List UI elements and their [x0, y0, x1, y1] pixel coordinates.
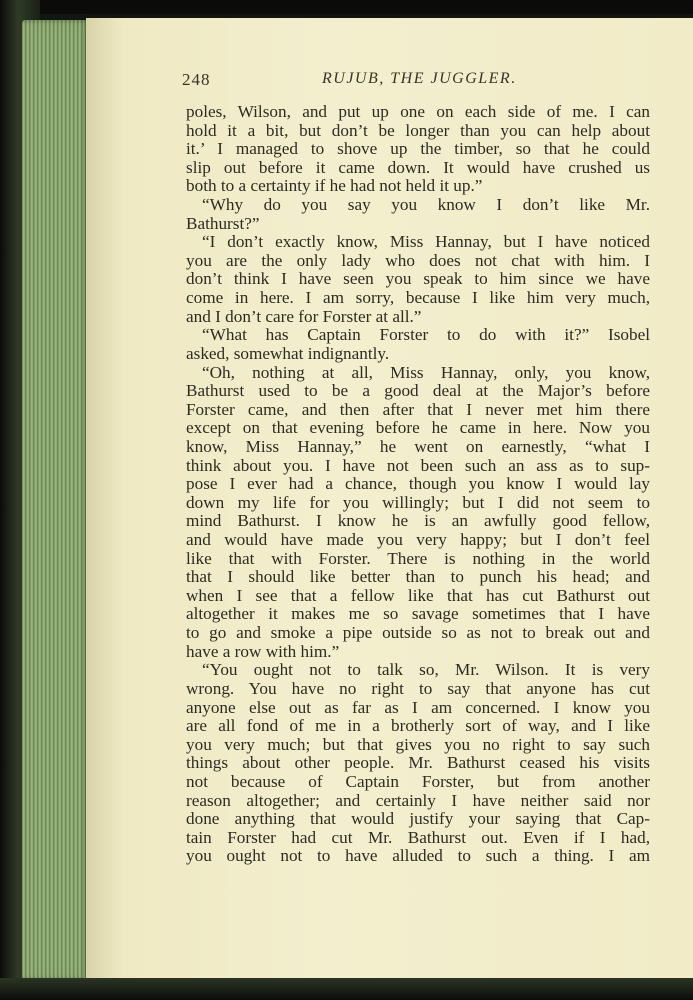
- text-line: done anything that would justify your saying that Cap-: [186, 810, 650, 829]
- text-line: down my life for you willingly; but I did not seem to: [186, 493, 650, 512]
- text-line: slip out before it came down. It would have crushed us: [186, 158, 650, 177]
- text-line: you are the only lady who does not chat with him. I: [186, 251, 650, 270]
- text-line: you ought not to have alluded to such a thing. I am: [186, 847, 650, 866]
- text-line: things about other people. Mr. Bathurst ceased his visits: [186, 754, 650, 773]
- text-line: asked, somewhat indignantly.: [186, 344, 390, 363]
- text-line: tain Forster had cut Mr. Bathurst out. Even if I had,: [186, 828, 650, 847]
- text-line: and I don’t care for Forster at all.”: [186, 307, 422, 326]
- text-line: “I don’t exactly know, Miss Hannay, but I have noticed: [202, 233, 650, 252]
- text-line: it.’ I managed to shove up the timber, so that he could: [186, 140, 650, 159]
- text-line: “Oh, nothing at all, Miss Hannay, only, you know,: [202, 363, 650, 382]
- text-line: “You ought not to talk so, Mr. Wilson. It is very: [202, 661, 650, 680]
- text-line: both to a certainty if he had not held it up.”: [186, 177, 483, 196]
- running-title: RUJUB, THE JUGGLER.: [322, 70, 517, 87]
- text-line: hold it a bit, but don’t be longer than you can help about: [186, 121, 650, 140]
- text-line: not because of Captain Forster, but from another: [186, 772, 650, 791]
- text-line: poles, Wilson, and put up one on each side of me. I can: [186, 103, 650, 121]
- text-line: when I see that a fellow like that has cut Bathurst out: [186, 586, 650, 605]
- text-line: you very much; but that gives you no right to say such: [186, 735, 650, 754]
- text-line: mind Bathurst. I know he is an awfully good fellow,: [186, 512, 650, 531]
- text-line: like that with Forster. There is nothing in the world: [186, 549, 650, 568]
- text-line: “What has Captain Forster to do with it?” Isobel: [202, 326, 650, 345]
- text-line: don’t think I have seen you speak to him since we have: [186, 270, 650, 289]
- text-line: to go and smoke a pipe outside so as not to break out and: [186, 624, 650, 643]
- page-number: 248: [182, 70, 211, 89]
- text-line: and would have made you very happy; but I don’t feel: [186, 531, 650, 550]
- book-cover-top-edge: [0, 0, 693, 14]
- text-line: pose I ever had a chance, though you know I would lay: [186, 475, 650, 494]
- text-line: that I should like better than to punch his head; and: [186, 568, 650, 587]
- page-edges-stack: [22, 20, 94, 980]
- text-line: Forster came, and then after that I never met him there: [186, 400, 650, 419]
- text-line: think about you. I have not been such an ass as to sup-: [186, 456, 650, 475]
- page-body-text: [186, 103, 650, 866]
- text-line: except on that evening before he came in here. Now you: [186, 419, 650, 438]
- text-line: wrong. You have no right to say that anyone has cut: [186, 679, 650, 698]
- text-line: altogether it makes me so savage sometimes that I have: [186, 605, 650, 624]
- text-line: know, Miss Hannay,” he went on earnestly, “what I: [186, 437, 650, 456]
- text-line: anyone else out as far as I am concerned. I know you: [186, 698, 650, 717]
- text-line: Bathurst?”: [186, 214, 260, 233]
- text-line: Bathurst used to be a good deal at the Major’s before: [186, 382, 650, 401]
- text-line: come in here. I am sorry, because I like him very much,: [186, 289, 650, 308]
- text-line: reason altogether; and certainly I have neither said nor: [186, 791, 650, 810]
- page-header: [182, 70, 652, 94]
- book-cover-bottom-edge: [0, 978, 693, 1000]
- text-line: have a row with him.”: [186, 642, 340, 661]
- text-line: “Why do you say you know I don’t like Mr.: [202, 196, 650, 215]
- text-line: are all fond of me in a brotherly sort of way, and I like: [186, 717, 650, 736]
